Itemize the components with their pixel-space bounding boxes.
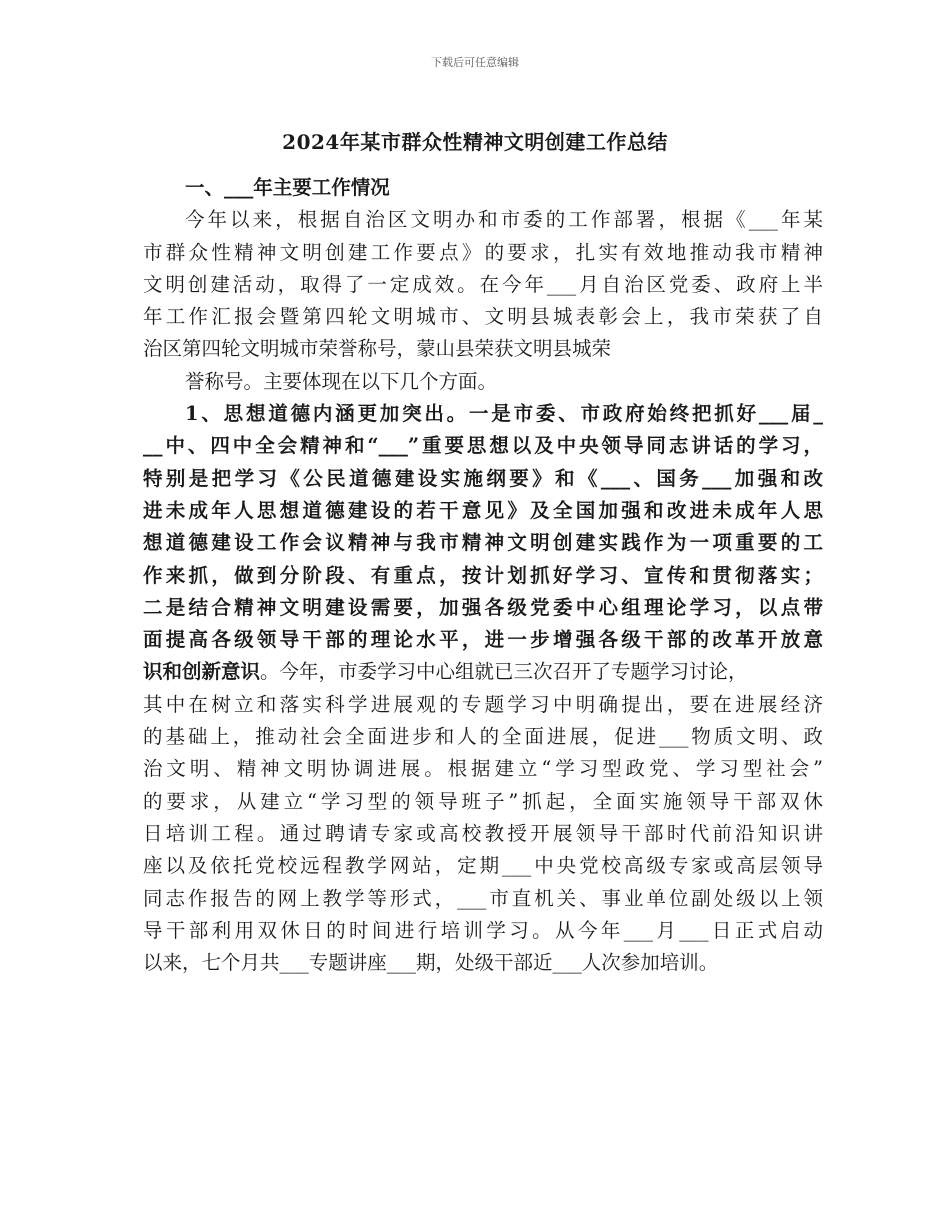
text-line-mixed <box>143 656 823 688</box>
text-line: 座以及依托党校远程教学网站，定期___中央党校高级专家或高层领导 <box>143 854 823 878</box>
text-line-bold: 作来抓，做到分阶段、有重点，按计划抓好学习、宣传和贯彻落实； <box>143 563 823 587</box>
text-line: 其中在树立和落实科学进展观的专题学习中明确提出，要在进展经济 <box>143 692 823 716</box>
text-line: 今年以来，根据自治区文明办和市委的工作部署，根据《___年某 <box>185 208 823 232</box>
text-line: 日培训工程。通过聘请专家或高校教授开展领导干部时代前沿知识讲 <box>143 821 823 845</box>
normal-fragment: 。今年，市委学习中心组就已三次召开了专题学习讨论， <box>260 660 748 684</box>
paragraph-ideology <box>143 398 823 979</box>
text-line-bold: 特别是把学习《公民道德建设实施纲要》和《___、国务___加强和改 <box>143 466 823 490</box>
text-line: 导干部利用双休日的时间进行培训学习。从今年___月___日正式启动 <box>143 918 823 942</box>
text-line: 以来，七个月共___专题讲座___期，处级干部近___人次参加培训。 <box>143 951 719 975</box>
paragraph-intro <box>143 204 823 365</box>
text-line-bold: 想道德建设工作会议精神与我市精神文明创建实践作为一项重要的工 <box>143 531 823 555</box>
text-line: 同志作报告的网上教学等形式，___市直机关、事业单位副处级以上领 <box>143 886 823 910</box>
text-line: 文明创建活动，取得了一定成效。在今年___月自治区党委、政府上半 <box>143 272 823 296</box>
section-heading: 一、___年主要工作情况 <box>185 176 390 199</box>
document-body <box>143 172 823 979</box>
document-title: 2024年某市群众性精神文明创建工作总结 <box>282 130 668 154</box>
text-line-bold: 二是结合精神文明建设需要，加强各级党委中心组理论学习，以点带 <box>143 595 823 619</box>
text-line: 的要求，从建立“学习型的领导班子”抓起，全面实施领导干部双休 <box>143 789 823 813</box>
text-line-bold: 进未成年人思想道德建设的若干意见》及全国加强和改进未成年人思 <box>143 498 823 522</box>
text-line-bold: 1、思想道德内涵更加突出。一是市委、市政府始终把抓好___届_ <box>185 402 823 426</box>
page-header-note: 下载后可任意编辑 <box>431 56 519 69</box>
text-line: 的基础上，推动社会全面进步和人的全面进展，促进___物质文明、政 <box>143 725 823 749</box>
bold-fragment: 识和创新意识 <box>143 660 261 684</box>
text-line-bold: 面提高各级领导干部的理论水平，进一步增强各级干部的改革开放意 <box>143 628 823 652</box>
paragraph-summary: 誉称号。主要体现在以下几个方面。 <box>185 369 498 393</box>
text-line: 治文明、精神文明协调进展。根据建立“学习型政党、学习型社会” <box>143 757 823 781</box>
text-line: 治区第四轮文明城市荣誉称号，蒙山县荣获文明县城荣 <box>143 337 612 361</box>
text-line: 年工作汇报会暨第四轮文明城市、文明县城表彰会上，我市荣获了自 <box>143 305 823 329</box>
text-line: 市群众性精神文明创建工作要点》的要求，扎实有效地推动我市精神 <box>143 240 823 264</box>
text-line-bold: __中、四中全会精神和“___”重要思想以及中央领导同志讲话的学习， <box>143 434 823 458</box>
